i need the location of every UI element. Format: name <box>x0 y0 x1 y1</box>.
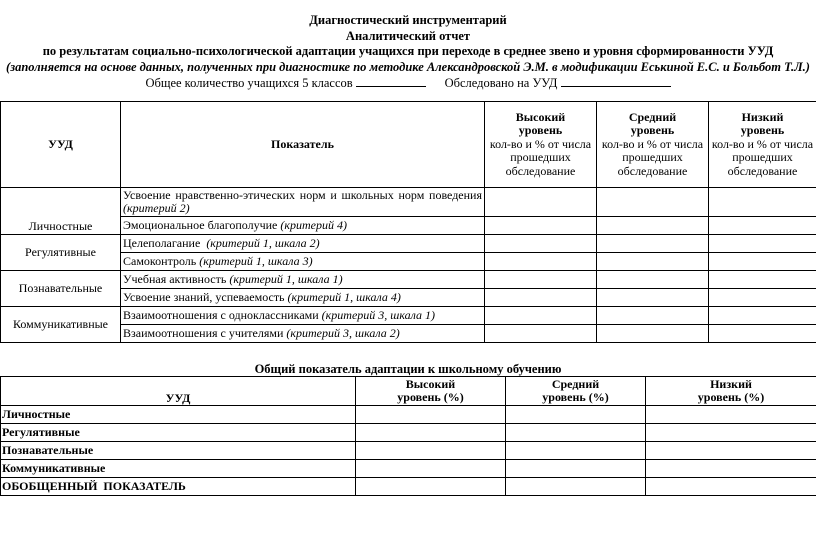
table-row <box>1 307 816 325</box>
col-header-low <box>646 377 816 406</box>
uud-group-cognitive: Познавательные <box>1 271 121 307</box>
value-cell[interactable] <box>485 235 597 253</box>
value-cell[interactable] <box>356 460 506 478</box>
value-cell[interactable] <box>597 289 709 307</box>
indicator-criterion: (критерий 2) <box>123 201 190 215</box>
value-cell[interactable] <box>597 217 709 235</box>
report-header <box>0 13 816 92</box>
indicator-text: Взаимоотношения с учителями <box>123 325 284 340</box>
table-row <box>1 442 816 460</box>
indicator-cell <box>121 235 485 253</box>
report-note: (заполняется на основе данных, полученных при диагностике по методике Александровской Э.М. в модификации Еськиной Е.С. и Больбот Т.Л.) <box>6 59 810 74</box>
value-cell[interactable] <box>485 325 597 343</box>
summary-row-label: ОБОБЩЕННЫЙ ПОКАЗАТЕЛЬ <box>1 478 356 496</box>
summary-row-label: Регулятивные <box>1 424 356 442</box>
indicator-criterion: (критерий 3, шкала 2) <box>286 325 400 340</box>
indicator-criterion: (критерий 1, шкала 2) <box>206 235 320 250</box>
level-title: Средний <box>551 376 600 391</box>
col-header-high <box>485 102 597 188</box>
table-row <box>1 325 816 343</box>
level-title: уровень <box>518 123 563 138</box>
value-cell[interactable] <box>597 307 709 325</box>
value-cell[interactable] <box>709 188 816 217</box>
table-row <box>1 289 816 307</box>
value-cell[interactable] <box>485 188 597 217</box>
indicator-cell <box>121 307 485 325</box>
value-cell[interactable] <box>506 406 646 424</box>
table-row <box>1 406 816 424</box>
indicator-cell <box>121 325 485 343</box>
table-row <box>1 253 816 271</box>
table-row <box>1 235 816 253</box>
table-row <box>1 188 816 217</box>
indicator-text: Усвоение знаний, успеваемость <box>123 289 285 304</box>
value-cell[interactable] <box>356 424 506 442</box>
level-title: уровень (%) <box>542 390 609 404</box>
level-title: Средний <box>628 109 677 124</box>
value-cell[interactable] <box>709 253 816 271</box>
value-cell[interactable] <box>646 460 816 478</box>
value-cell[interactable] <box>709 271 816 289</box>
value-cell[interactable] <box>646 424 816 442</box>
value-cell[interactable] <box>506 460 646 478</box>
value-cell[interactable] <box>709 289 816 307</box>
level-title: Низкий <box>741 109 784 124</box>
value-cell[interactable] <box>356 478 506 496</box>
indicator-cell <box>121 253 485 271</box>
value-cell[interactable] <box>506 442 646 460</box>
summary-table-header <box>1 377 816 406</box>
examined-label: Обследовано на УУД <box>444 76 558 90</box>
value-cell[interactable] <box>709 325 816 343</box>
value-cell[interactable] <box>597 271 709 289</box>
indicator-criterion: (критерий 1, шкала 1) <box>229 271 343 286</box>
value-cell[interactable] <box>485 307 597 325</box>
value-cell[interactable] <box>597 235 709 253</box>
analytic-table <box>0 101 816 343</box>
summary-row-label: Личностные <box>1 406 356 424</box>
level-desc: кол-во и % от числа прошедших обследование <box>601 136 704 178</box>
indicator-text: Целеполагание <box>123 235 201 250</box>
value-cell[interactable] <box>506 424 646 442</box>
student-count-label: Общее количество учащихся 5 классов <box>145 76 353 90</box>
counts-line <box>0 75 816 92</box>
table-row <box>1 424 816 442</box>
value-cell[interactable] <box>646 406 816 424</box>
table-row <box>1 460 816 478</box>
indicator-text: Взаимоотношения с одноклассниками <box>123 307 319 322</box>
uud-group-regulative: Регулятивные <box>1 235 121 271</box>
value-cell[interactable] <box>485 217 597 235</box>
indicator-text: Учебная активность <box>123 271 227 286</box>
value-cell[interactable] <box>646 442 816 460</box>
summary-table <box>0 376 816 496</box>
value-cell[interactable] <box>646 478 816 496</box>
value-cell[interactable] <box>485 271 597 289</box>
indicator-criterion: (критерий 4) <box>280 217 347 232</box>
indicator-criterion: (критерий 1, шкала 3) <box>199 253 313 268</box>
indicator-cell <box>121 289 485 307</box>
indicator-cell <box>121 188 485 217</box>
level-title: уровень <box>740 123 785 138</box>
value-cell[interactable] <box>709 307 816 325</box>
level-title: уровень (%) <box>697 390 765 404</box>
report-subtitle: Аналитический отчет <box>345 28 471 43</box>
col-header-indicator: Показатель <box>121 102 485 188</box>
indicator-text: Усвоение нравственно-этических норм и школьных норм поведения <box>123 187 482 202</box>
report-title: Диагностический инструментарий <box>309 13 507 27</box>
col-header-medium <box>597 102 709 188</box>
value-cell[interactable] <box>485 289 597 307</box>
examined-blank[interactable] <box>561 75 671 87</box>
analytic-table-header <box>1 102 816 188</box>
value-cell[interactable] <box>597 188 709 217</box>
level-desc: кол-во и % от числа прошедших обследование <box>711 136 814 178</box>
summary-table-title: Общий показатель адаптации к школьному обучению <box>254 362 562 376</box>
uud-group-communicative: Коммуникативные <box>1 307 121 343</box>
value-cell[interactable] <box>485 253 597 271</box>
indicator-criterion: (критерий 1, шкала 4) <box>287 289 401 304</box>
level-title: Низкий <box>710 376 752 391</box>
value-cell[interactable] <box>506 478 646 496</box>
level-desc: кол-во и % от числа прошедших обследование <box>489 136 592 178</box>
col-header-high <box>356 377 506 406</box>
uud-group-personal: Личностные <box>1 188 121 235</box>
value-cell[interactable] <box>597 253 709 271</box>
summary-row-label: Познавательные <box>1 442 356 460</box>
col-header-uud: УУД <box>1 377 356 406</box>
student-count-blank[interactable] <box>356 75 426 87</box>
table-row <box>1 478 816 496</box>
col-header-medium <box>506 377 646 406</box>
value-cell[interactable] <box>597 325 709 343</box>
summary-row-label: Коммуникативные <box>1 460 356 478</box>
report-topic: по результатам социально-психологической адаптации учащихся при переходе в среднее звено и уровня сформированности УУД <box>42 44 774 58</box>
table-row <box>1 271 816 289</box>
indicator-cell <box>121 217 485 235</box>
col-header-uud: УУД <box>1 102 121 188</box>
indicator-criterion: (критерий 3, шкала 1) <box>321 307 436 322</box>
level-title: уровень <box>630 123 675 138</box>
value-cell[interactable] <box>709 217 816 235</box>
value-cell[interactable] <box>356 406 506 424</box>
level-title: Высокий <box>515 109 566 124</box>
table-row <box>1 217 816 235</box>
indicator-cell <box>121 271 485 289</box>
value-cell[interactable] <box>709 235 816 253</box>
level-title: Высокий <box>405 376 456 391</box>
value-cell[interactable] <box>356 442 506 460</box>
level-title: уровень (%) <box>397 390 464 404</box>
indicator-text: Самоконтроль <box>123 253 197 268</box>
indicator-text: Эмоциональное благополучие <box>123 217 278 232</box>
col-header-low <box>709 102 816 188</box>
